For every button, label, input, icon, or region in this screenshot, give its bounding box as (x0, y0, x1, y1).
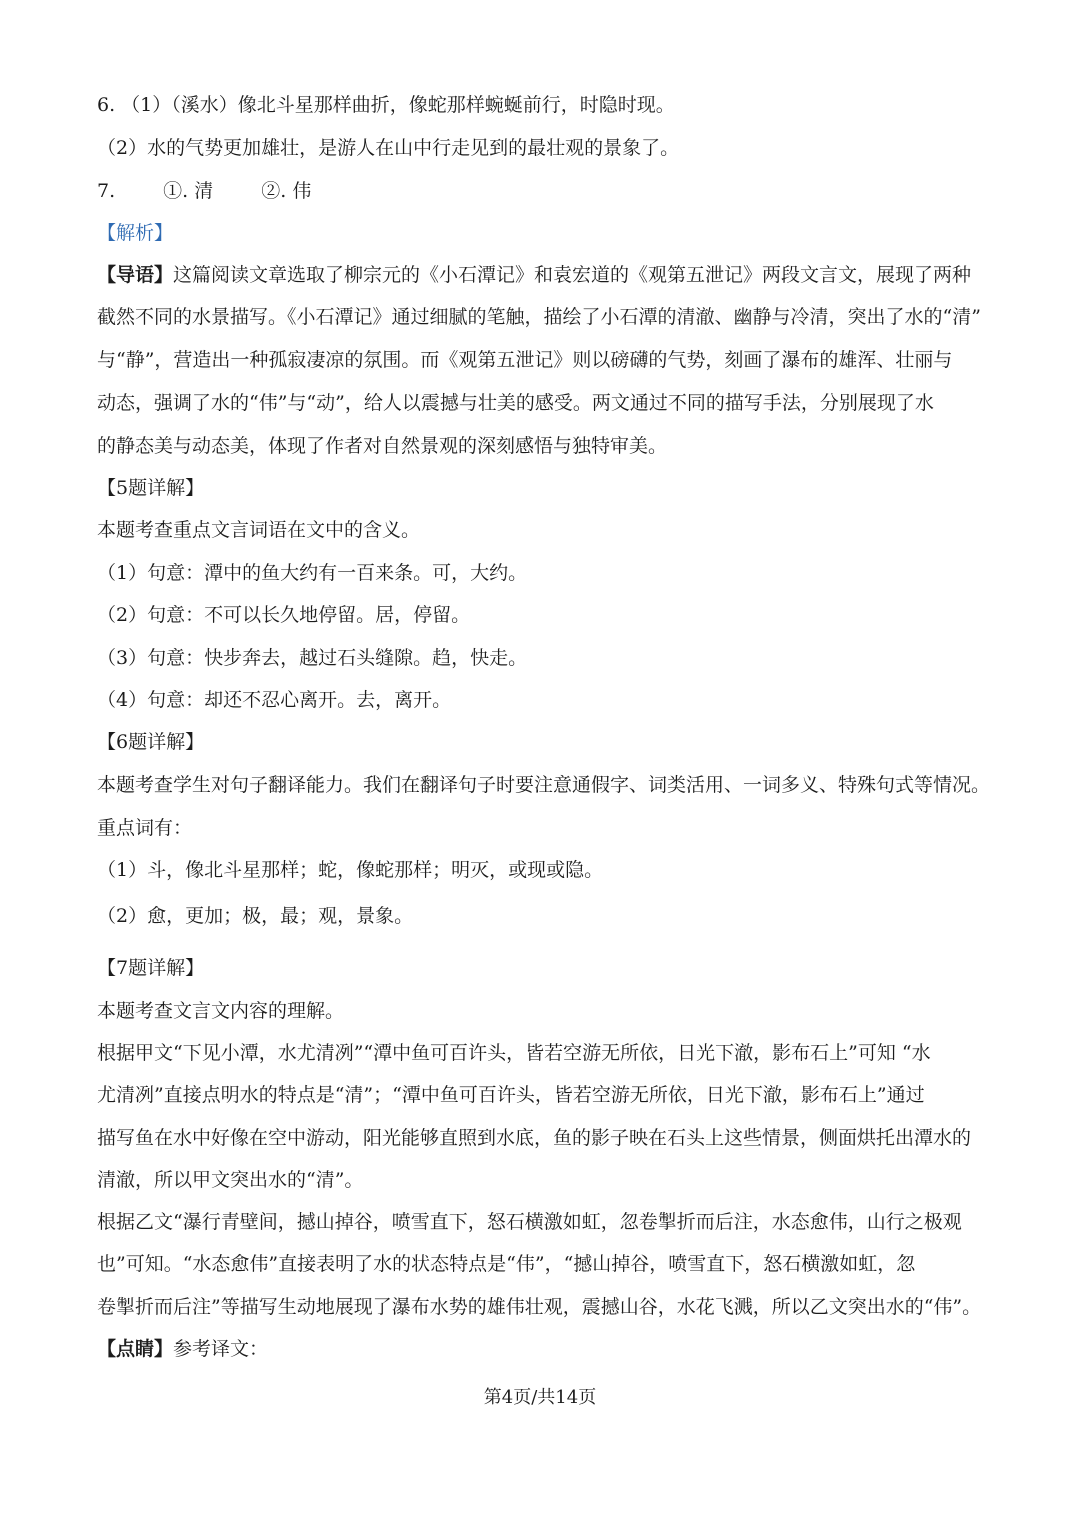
q7-detail-line: 本题考查文言文内容的理解。 (97, 1000, 345, 1022)
intro-text-line: 与“静”，营造出一种孤寂凄凉的氛围。而《观第五泄记》则以磅礴的气势，刻画了瀑布的雄浑、壮丽与 (97, 349, 953, 371)
q7-detail-line: 也”可知。“水态愈伟”直接表明了水的状态特点是“伟”，“撼山掉谷，喷雪直下，怒石横激如虹，忽 (97, 1253, 916, 1275)
q6-detail-line: （1）斗，像北斗星那样；蛇，像蛇那样；明灭，或现或隐。 (97, 859, 604, 881)
q7-detail-line: 描写鱼在水中好像在空中游动，阳光能够直照到水底，鱼的影子映在石头上这些情景，侧面烘托出潭水的 (97, 1127, 972, 1149)
intro-text-line: 截然不同的水景描写。《小石潭记》通过细腻的笔触，描绘了小石潭的清澈、幽静与冷清，突出了水的“清” (97, 306, 981, 328)
dianjing-text: 参考译文： (173, 1338, 269, 1360)
q7-detail-line: 尤清冽”直接点明水的特点是“清”；“潭中鱼可百许头，皆若空游无所依，日光下澈，影布石上”通过 (97, 1084, 925, 1106)
q7-answer-2: ②. 伟 (261, 180, 312, 202)
q6-answer-line-2: （2）水的气势更加雄壮，是游人在山中行走见到的最壮观的景象了。 (97, 137, 680, 159)
q6-detail-line: （2）愈，更加；极，最；观，景象。 (97, 905, 414, 927)
q6-detail-line: 重点词有： (97, 817, 193, 839)
q5-detail-line: （3）句意：快步奔去，越过石头缝隙。趋，快走。 (97, 647, 528, 669)
intro-line (97, 261, 971, 289)
q7-detail-line: 根据乙文“瀑行青壁间，撼山掉谷，喷雪直下，怒石横激如虹，忽卷掣折而后注，水态愈伟，山行之极观 (97, 1211, 962, 1233)
q6-answer-line-1: 6. （1）（溪水）像北斗星那样曲折，像蛇那样蜿蜒前行，时隐时现。 (97, 94, 675, 116)
q5-detail-line: 本题考查重点文言词语在文中的含义。 (97, 519, 421, 541)
dianjing-line (97, 1335, 268, 1363)
q7-answer-line (97, 177, 311, 205)
q7-detail-line: 卷掣折而后注”等描写生动地展现了瀑布水势的雄伟壮观，震撼山谷，水花飞溅，所以乙文突出水的“伟”。 (97, 1296, 982, 1318)
intro-text-line: 的静态美与动态美，体现了作者对自然景观的深刻感悟与独特审美。 (97, 435, 668, 457)
intro-text-line: 这篇阅读文章选取了柳宗元的《小石潭记》和袁宏道的《观第五泄记》两段文言文，展现了两种 (173, 264, 972, 286)
q7-detail-header: 【7题详解】 (97, 957, 205, 979)
page-footer: 第4页/共14页 (483, 1387, 597, 1408)
intro-text-line: 动态，强调了水的“伟”与“动”，给人以震撼与壮美的感受。两文通过不同的描写手法，分别展现了水 (97, 392, 934, 414)
q7-number: 7. (97, 180, 116, 202)
q7-answer-1: ①. 清 (163, 180, 214, 202)
q5-detail-line: （4）句意：却还不忍心离开。去，离开。 (97, 689, 452, 711)
q7-detail-line: 清澈，所以甲文突出水的“清”。 (97, 1169, 364, 1191)
q5-detail-header: 【5题详解】 (97, 477, 205, 499)
analysis-label: 【解析】 (97, 222, 174, 244)
q6-detail-header: 【6题详解】 (97, 731, 205, 753)
q5-detail-line: （2）句意：不可以长久地停留。居，停留。 (97, 604, 471, 626)
dianjing-label: 【点睛】 (97, 1338, 174, 1360)
intro-label: 【导语】 (97, 264, 174, 286)
q6-detail-line: 本题考查学生对句子翻译能力。我们在翻译句子时要注意通假字、词类活用、一词多义、特殊句式等情况。 (97, 774, 991, 796)
q5-detail-line: （1）句意：潭中的鱼大约有一百来条。可，大约。 (97, 562, 528, 584)
q7-detail-line: 根据甲文“下见小潭，水尤清冽”“潭中鱼可百许头，皆若空游无所依，日光下澈，影布石上”可知 “水 (97, 1042, 931, 1064)
